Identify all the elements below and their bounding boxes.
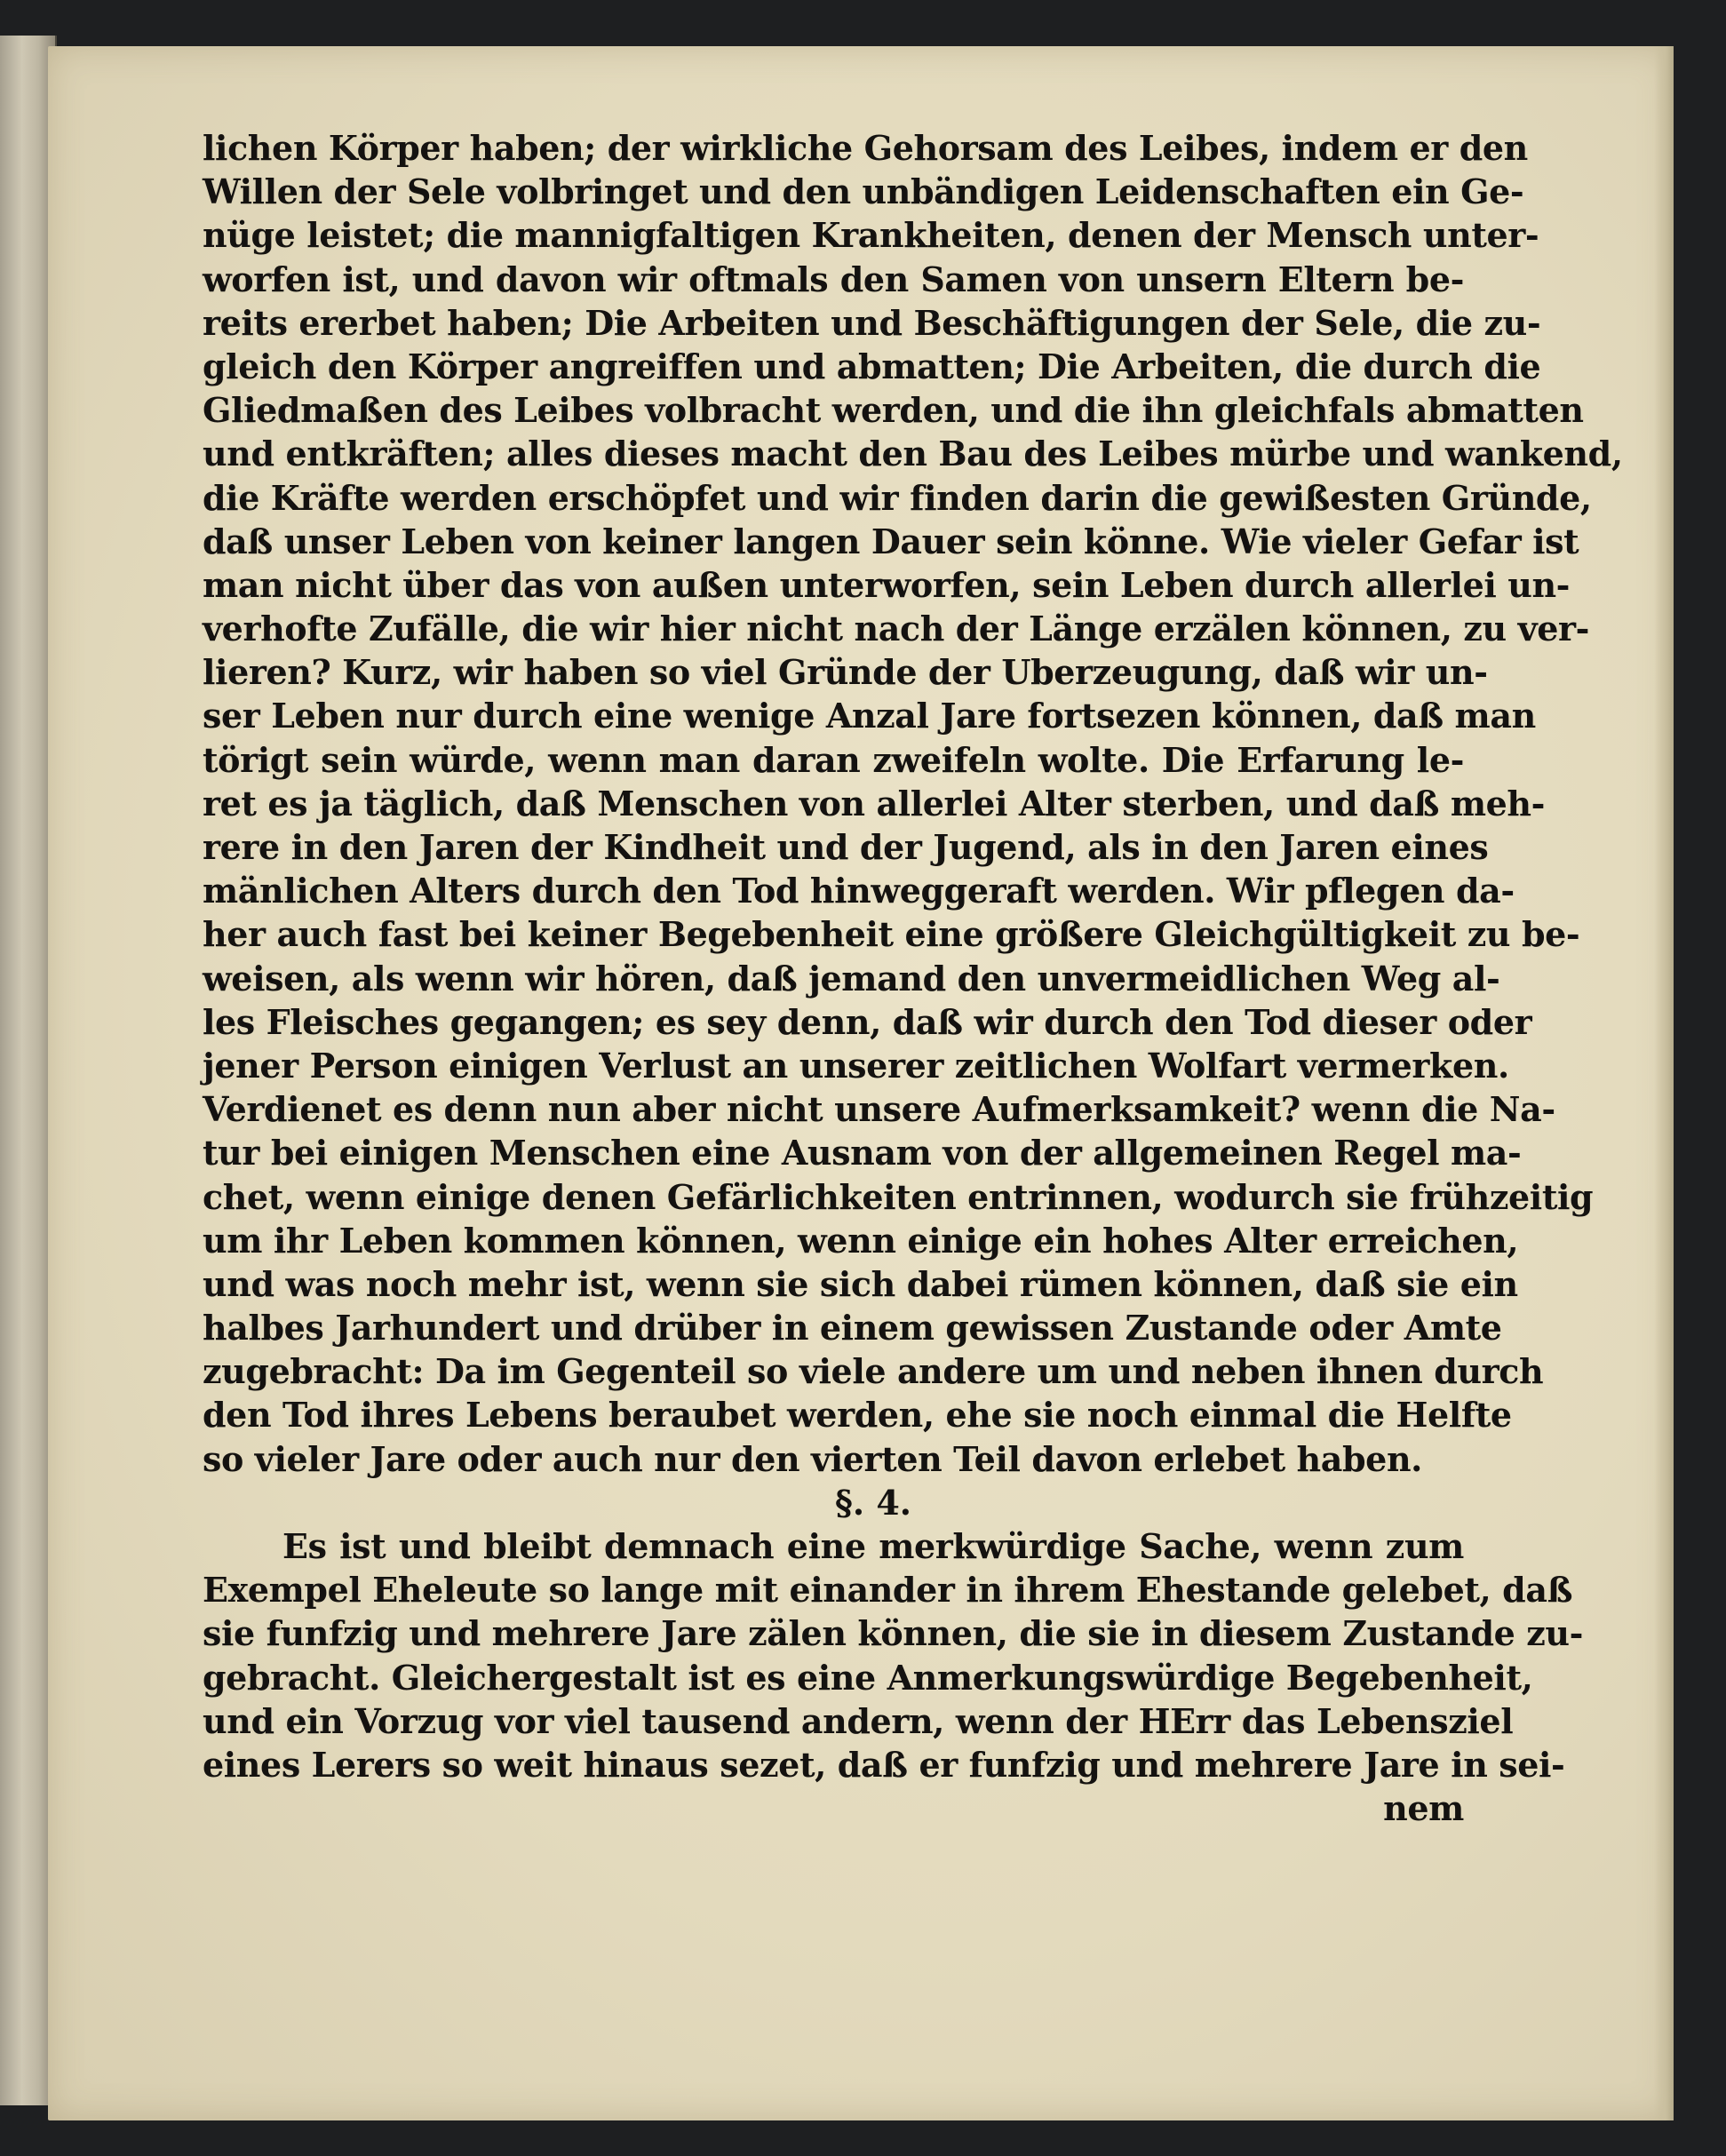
text-line: chet, wenn einige denen Gefärlichkeiten entrinnen, wodurch sie frühzeitig	[203, 1176, 1594, 1217]
text-line: halbes Jarhundert und drüber in einem gewissen Zustande oder Amte	[203, 1308, 1502, 1348]
body-text	[203, 126, 1623, 1830]
text-line: um ihr Leben kommen können, wenn einige ein hohes Alter erreichen,	[203, 1220, 1519, 1261]
text-line: gleich den Körper angreiffen und abmatten; Die Arbeiten, die durch die	[203, 346, 1541, 386]
text-line: Exempel Eheleute so lange mit einander in ihrem Ehestande gelebet, daß	[203, 1570, 1573, 1611]
text-line: Verdienet es denn nun aber nicht unsere Aufmerksamkeit? wenn die Na-	[203, 1089, 1555, 1130]
text-line: man nicht über das von außen unterworfen, sein Leben durch allerlei un-	[203, 564, 1571, 605]
text-line: die Kräfte werden erschöpfet und wir finden darin die gewißesten Gründe,	[203, 477, 1592, 518]
text-line: daß unser Leben von keiner langen Dauer sein könne. Wie vieler Gefar ist	[203, 521, 1579, 561]
text-line: Willen der Sele volbringet und den unbändigen Leidenschaften ein Ge-	[203, 171, 1524, 212]
text-line: verhofte Zufälle, die wir hier nicht nach der Länge erzälen können, zu ver-	[203, 609, 1590, 649]
text-line: ser Leben nur durch eine wenige Anzal Jare fortsezen können, daß man	[203, 696, 1536, 736]
text-line: und ein Vorzug vor viel tausend andern, wenn der HErr das Lebensziel	[203, 1700, 1514, 1741]
text-line: so vieler Jare oder auch nur den vierten Teil davon erlebet haben.	[203, 1438, 1423, 1479]
text-line: eines Lerers so weit hinaus sezet, daß er funfzig und mehrere Jare in sei-	[203, 1744, 1565, 1785]
text-line: her auch fast bei keiner Begebenheit eine größere Gleichgültigkeit zu be-	[203, 914, 1580, 955]
page-edge	[1654, 46, 1674, 2120]
text-line: weisen, als wenn wir hören, daß jemand den unvermeidlichen Weg al-	[203, 958, 1500, 998]
text-line: gebracht. Gleichergestalt ist es eine Anmerkungswürdige Begebenheit,	[203, 1657, 1533, 1698]
text-line: tur bei einigen Menschen eine Ausnam von der allgemeinen Regel ma-	[203, 1133, 1522, 1173]
text-line: lichen Körper haben; der wirkliche Gehorsam des Leibes, indem er den	[203, 128, 1528, 168]
text-line: Gliedmaßen des Leibes volbracht werden, und die ihn gleichfals abmatten	[203, 390, 1584, 431]
text-line: nüge leistet; die mannigfaltigen Krankheiten, denen der Mensch unter-	[203, 215, 1539, 256]
text-line: Es ist und bleibt demnach eine merkwürdige Sache, wenn zum	[282, 1526, 1464, 1566]
text-line: mänlichen Alters durch den Tod hinweggeraft werden. Wir pflegen da-	[203, 871, 1515, 911]
section-heading: §. 4.	[834, 1482, 911, 1523]
text-line: lieren? Kurz, wir haben so viel Gründe der Uberzeugung, daß wir un-	[203, 652, 1488, 693]
text-line: rere in den Jaren der Kindheit und der Jugend, als in den Jaren eines	[203, 827, 1489, 867]
text-line: jener Person einigen Verlust an unserer zeitlichen Wolfart vermerken.	[203, 1045, 1509, 1086]
text-line: und entkräften; alles dieses macht den Bau des Leibes mürbe und wankend,	[203, 434, 1623, 474]
book-page	[48, 46, 1674, 2120]
text-line: les Fleisches gegangen; es sey denn, daß wir durch den Tod dieser oder	[203, 1001, 1532, 1042]
text-line: und was noch mehr ist, wenn sie sich dabei rümen können, daß sie ein	[203, 1263, 1518, 1304]
text-line: zugebracht: Da im Gegenteil so viele andere um und neben ihnen durch	[203, 1351, 1544, 1392]
text-line: worfen ist, und davon wir oftmals den Samen von unsern Eltern be-	[203, 259, 1464, 299]
catchword: nem	[1383, 1788, 1464, 1829]
text-line: ret es ja täglich, daß Menschen von allerlei Alter sterben, und daß meh-	[203, 783, 1546, 823]
text-line: den Tod ihres Lebens beraubet werden, ehe sie noch einmal die Helfte	[203, 1395, 1512, 1436]
text-line: törigt sein würde, wenn man daran zweifeln wolte. Die Erfarung le-	[203, 739, 1464, 780]
text-line: reits ererbet haben; Die Arbeiten und Beschäftigungen der Sele, die zu-	[203, 302, 1541, 343]
text-line: sie funfzig und mehrere Jare zälen können, die sie in diesem Zustande zu-	[203, 1613, 1584, 1654]
